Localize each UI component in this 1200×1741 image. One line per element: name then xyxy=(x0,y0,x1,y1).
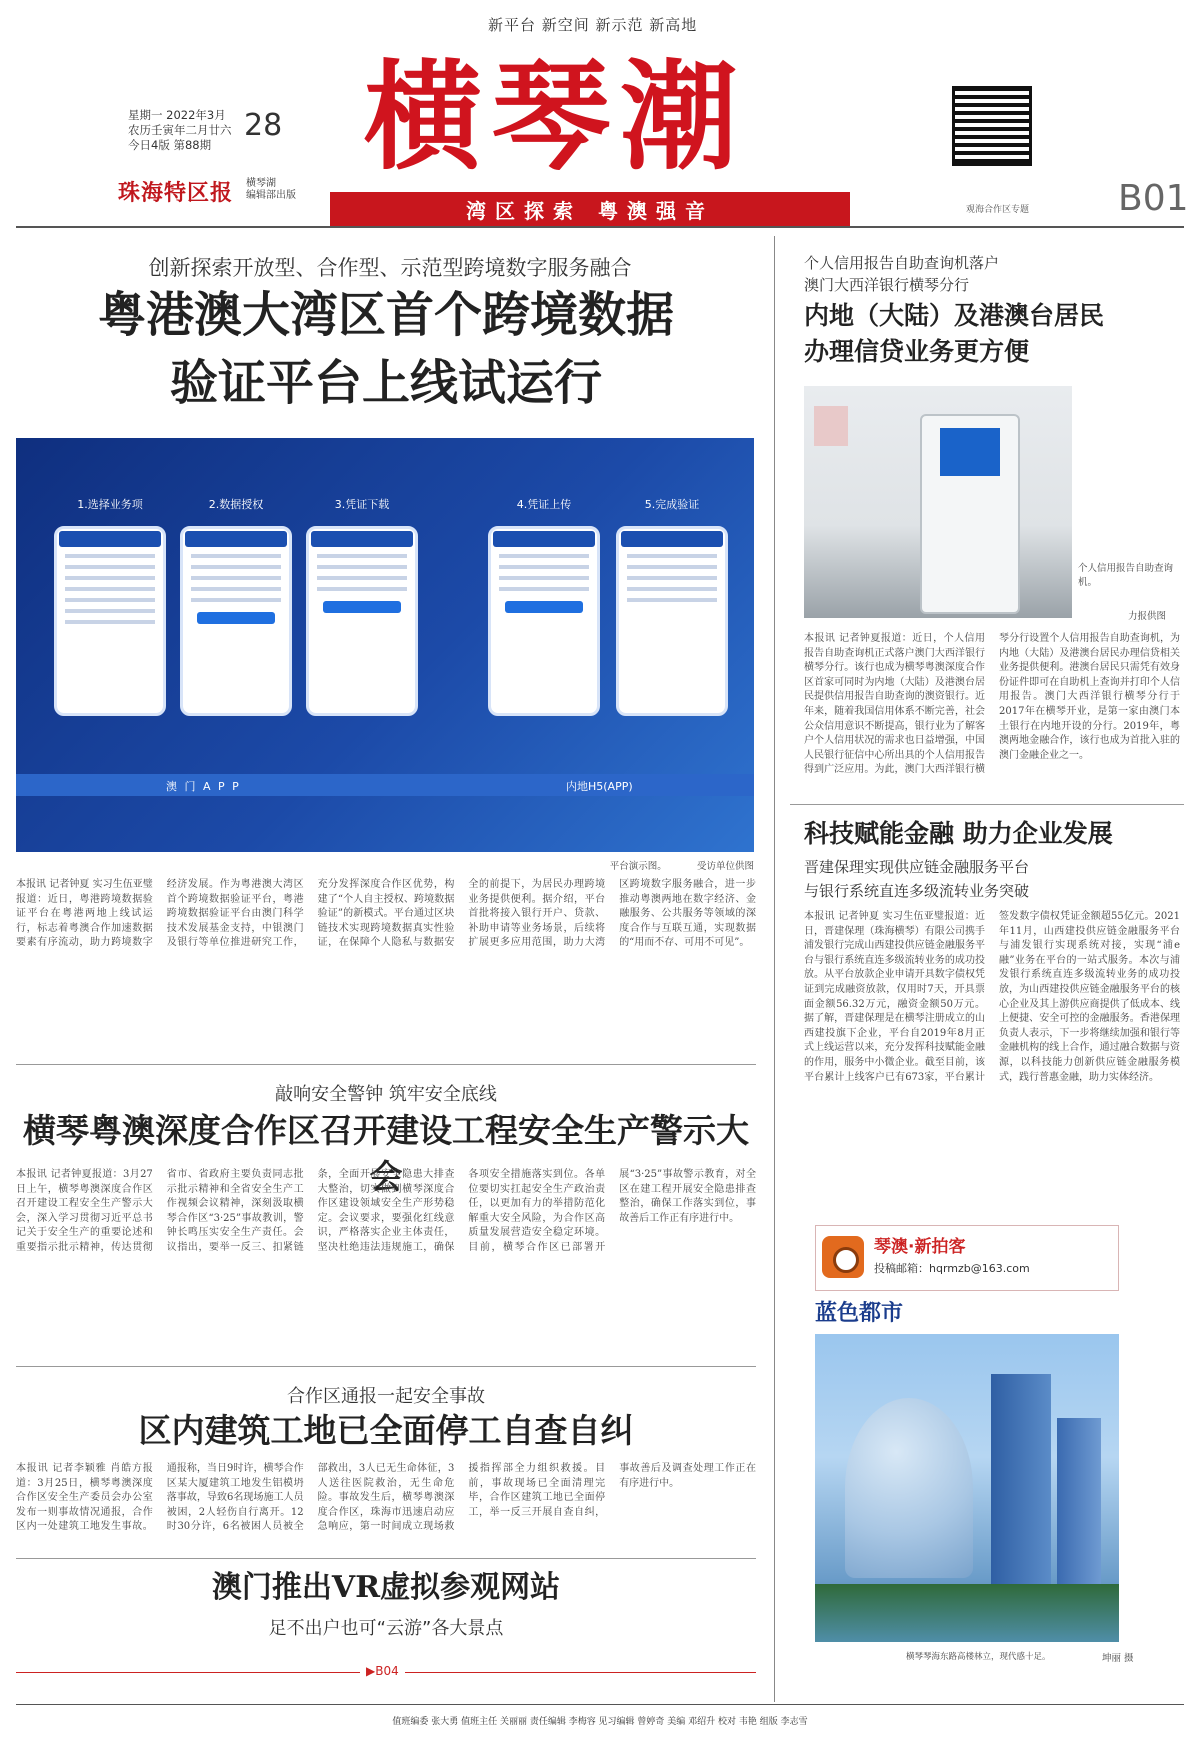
fintech-kicker1: 晋建保理实现供应链金融服务平台 xyxy=(804,858,1030,876)
column-divider xyxy=(774,236,775,1702)
tower-building xyxy=(1057,1418,1101,1594)
safety-title: 横琴粤澳深度合作区召开建设工程安全生产警示大会 xyxy=(23,1111,749,1196)
step-label: 2.数据授权 xyxy=(208,498,264,511)
lead-title-line2: 验证平台上线试运行 xyxy=(169,355,602,411)
step-label: 5.完成验证 xyxy=(644,498,700,511)
jump-page: B04 xyxy=(375,1664,399,1678)
phone-mockup xyxy=(488,526,600,716)
issue-day: 28 xyxy=(244,108,283,143)
section-divider xyxy=(16,1558,756,1559)
app-stripe xyxy=(16,774,754,796)
jump-to-page-link[interactable]: ▶B04 xyxy=(360,1664,405,1678)
kiosk-photo-caption: 个人信用报告自助查询机。 xyxy=(1078,563,1174,588)
photo-corner-title: 蓝色都市 xyxy=(815,1300,904,1326)
vr-subtitle: 足不出户也可“云游”各大景点 xyxy=(268,1618,504,1639)
safety-kicker: 敲响安全警钟 筑牢安全底线 xyxy=(275,1084,497,1105)
qr-code-icon xyxy=(952,86,1032,166)
credit-title-line2: 办理信贷业务更方便 xyxy=(804,337,1030,366)
kiosk-photo-credit: 力报供图 xyxy=(1128,611,1167,622)
photo-corner-box xyxy=(815,1225,1119,1291)
step-label: 3.凭证下载 xyxy=(334,498,390,511)
riverbank xyxy=(815,1584,1119,1642)
dome-building xyxy=(845,1398,973,1578)
section-divider xyxy=(790,804,1184,805)
qr-caption: 观海合作区专题 xyxy=(966,205,1030,215)
safety-body: 本报讯 记者钟夏报道：3月27日上午，横琴粤澳深度合作区召开建设工程安全生产警示大会，深入学习贯彻习近平总书记关于安全生产的重要论述和重要指示批示精神，传达贯彻省市、省政府主要负责同志批示批示精神和全省安全生产工作视频会议精神，深刻汲取横琴合作区“3·25”事故教训，警钟长鸣压实安全生产责任。会议指出，要举一反三、扣紧链条，全面开展安全隐患大排查大整治，切实做到横琴深度合作区建设领域安全生产形势稳定。会议要求，要强化红线意识，严格落实企业主体责任，坚决杜绝违法违规施工，确保各项安全措施落实到位。各单位要切实扛起安全生产政治责任，以更加有力的举措防范化解重大安全风险，为合作区高质量发展营造安全稳定环境。目前，横琴合作区已部署开展“3·25”事故警示教育，对全区在建工程开展安全隐患排查整治，确保工作落实到位，事故善后工作正有序进行中。 xyxy=(16,1169,756,1253)
infographic-caption: 平台演示图。 受访单位供图 xyxy=(609,861,754,872)
lead-title-line1: 粤港澳大湾区首个跨境数据 xyxy=(97,287,674,343)
page-number: B01 xyxy=(1118,178,1189,219)
step-label: 1.选择业务项 xyxy=(77,498,143,511)
lead-kicker: 创新探索开放型、合作型、示范型跨境数字服务融合 xyxy=(148,256,632,280)
credit-kicker2: 澳门大西洋银行横琴分行 xyxy=(804,276,970,294)
city-photo-caption: 横琴琴海东路高楼林立，现代感十足。 xyxy=(906,1652,1051,1662)
city-photo-credit: 坤丽 摄 xyxy=(1102,1653,1134,1664)
publisher-sub: 横琴湖 编辑部出版 xyxy=(246,178,296,201)
lead-body: 本报讯 记者钟夏 实习生伍亚璧报道：近日，粤港跨境数据验证平台在粤港两地上线试运行，标志着粤澳合作加速数据要素有序流动，助力跨境数字经济发展。作为粤港澳大湾区首个跨境数据验证平台，粤港跨境数据验证平台由澳门科学技术发展基金支持，中银澳门及银行等单位推进研究工作，充分发挥深度合作区优势，构建了“个人自主授权、跨境数据验证”的新模式。平台通过区块链技术实现跨境数据真实性验证，在保障个人隐私与数据安全的前提下，为居民办理跨境业务提供便利。据介绍，平台首批将接入银行开户、贷款、补助申请等业务场景，后续将扩展更多应用范围，助力大湾区跨境数字服务融合，进一步推动粤澳两地在数字经济、金融服务、公共服务等领域的深度合作与互联互通，实现数据的“用而不存、可用不可见”。 xyxy=(16,879,756,949)
section-divider xyxy=(16,1064,756,1065)
credit-body: 本报讯 记者钟夏报道：近日，个人信用报告自助查询机正式落户澳门大西洋银行横琴分行。该行也成为横琴粤澳深度合作区首家可同时为内地（大陆）及港澳台居民提供信用报告自助查询的澳资银行。近年来，随着我国信用体系不断完善，社会公众信用意识不断提高，银行业为了解客户个人信用状况的需求也日益增强，中国人民银行征信中心所出具的个人信用报告得到广泛应用。为此，澳门大西洋银行横琴分行设置个人信用报告自助查询机，为内地（大陆）及港澳台居民办理信贷相关业务提供便利。港澳台居民只需凭有效身份证件即可在自助机上查询并打印个人信用报告。澳门大西洋银行横琴分行于2017年在横琴开业，是第一家由澳门本土银行在内地开设的分行。2019年，粤澳两地金融合作，该行也成为首批入驻的澳门金融企业之一。 xyxy=(804,633,1180,776)
phone-mockup xyxy=(54,526,166,716)
phone-mockup xyxy=(616,526,728,716)
photo-corner-email[interactable]: 投稿邮箱：hqrmzb@163.com xyxy=(874,1262,1030,1275)
kiosk-machine xyxy=(920,414,1020,614)
platform-infographic xyxy=(16,438,754,852)
phone-mockup xyxy=(180,526,292,716)
fintech-title: 科技赋能金融 助力企业发展 xyxy=(804,819,1113,848)
credit-title-line1: 内地（大陆）及港澳台居民 xyxy=(804,301,1105,330)
masthead-rule xyxy=(16,226,1184,228)
wall-sign xyxy=(814,406,848,446)
step-label: 4.凭证上传 xyxy=(516,498,572,511)
city-photo xyxy=(815,1334,1119,1642)
camera-icon xyxy=(822,1236,864,1278)
masthead-slogan: 新平台 新空间 新示范 新高地 xyxy=(488,16,698,34)
phone-mockup xyxy=(306,526,418,716)
publisher-name: 珠海特区报 xyxy=(118,180,234,206)
fintech-body: 本报讯 记者钟夏 实习生伍亚璧报道：近日，晋建保理（珠海横琴）有限公司携手浦发银行完成山西建投供应链金融服务平台与银行系统直连多级流转业务的成功投放。从平台放款企业申请开具数字债权凭证到完成融资放款，仅用时7天，开具票面金额56.32万元，融资金额50万元。据了解，晋建保理是在横琴注册成立的山西建投旗下企业，平台自2019年8月正式上线运营以来，充分发挥科技赋能金融的作用，服务中小微企业。截至目前，该平台累计上线客户已有673家，平台累计签发数字债权凭证金额超55亿元。2021年11月，山西建投供应链金融服务平台与浦发银行实现系统对接，实现“浦e融”业务在平台的一站式服务。本次与浦发银行系统直连多级流转业务的成功投放，为山西建投供应链金融服务平台的核心企业及其上游供应商提供了低成本、线上便捷、安全可控的金融服务。香港保理负责人表示，下一步将继续加强和银行等金融机构的线上合作，通过融合数据与资源，以科技能力创新供应链金融服务模式，践行普惠金融，助力实体经济。 xyxy=(804,911,1180,1083)
footer-credits: 值班编委 张大勇 值班主任 关丽丽 责任编辑 李梅容 见习编辑 曾婷奇 美编 邓绍升 校对 韦艳 组版 李志雪 xyxy=(392,1717,808,1727)
photo-corner-section: 琴澳·新拍客 xyxy=(874,1237,966,1257)
accident-kicker: 合作区通报一起安全事故 xyxy=(287,1386,485,1407)
section-divider xyxy=(16,1366,756,1367)
newspaper-logo: 横琴潮 xyxy=(364,47,749,186)
fintech-kicker2: 与银行系统直连多级流转业务突破 xyxy=(804,882,1030,900)
issue-date: 星期一 2022年3月 农历壬寅年二月廿六 今日4版 第88期 xyxy=(128,108,232,152)
macau-app-label: 澳 门 A P P xyxy=(166,780,241,793)
mainland-app-label: 内地H5(APP) xyxy=(566,780,633,793)
masthead-banner: 湾区探索 粤澳强音 xyxy=(330,192,850,226)
tower-building xyxy=(991,1374,1051,1594)
accident-body: 本报讯 记者李颖雅 肖皓方报道：3月25日，横琴粤澳深度合作区安全生产委员会办公室发布一则事故情况通报，合作区内一处建筑工地发生事故。通报称，当日9时许，横琴合作区某大厦建筑工地发生铝模坍落事故，导致6名现场施工人员被困，2人轻伤自行离开。12时30分许，6名被困人员被全部救出，3人已无生命体征，3人送往医院救治，无生命危险。事故发生后，横琴粤澳深度合作区，珠海市迅速启动应急响应，第一时间成立现场救援指挥部全力组织救援。目前，事故现场已全面清理完毕，合作区建筑工地已全面停工，举一反三开展自查自纠，事故善后及调查处理工作正在有序进行中。 xyxy=(16,1463,756,1533)
accident-title: 区内建筑工地已全面停工自查自纠 xyxy=(138,1411,634,1450)
credit-kicker1: 个人信用报告自助查询机落户 xyxy=(804,254,1000,272)
kiosk-photo xyxy=(804,386,1072,618)
vr-title[interactable]: 澳门推出VR虚拟参观网站 xyxy=(211,1570,561,1605)
footer-rule xyxy=(16,1704,1184,1705)
